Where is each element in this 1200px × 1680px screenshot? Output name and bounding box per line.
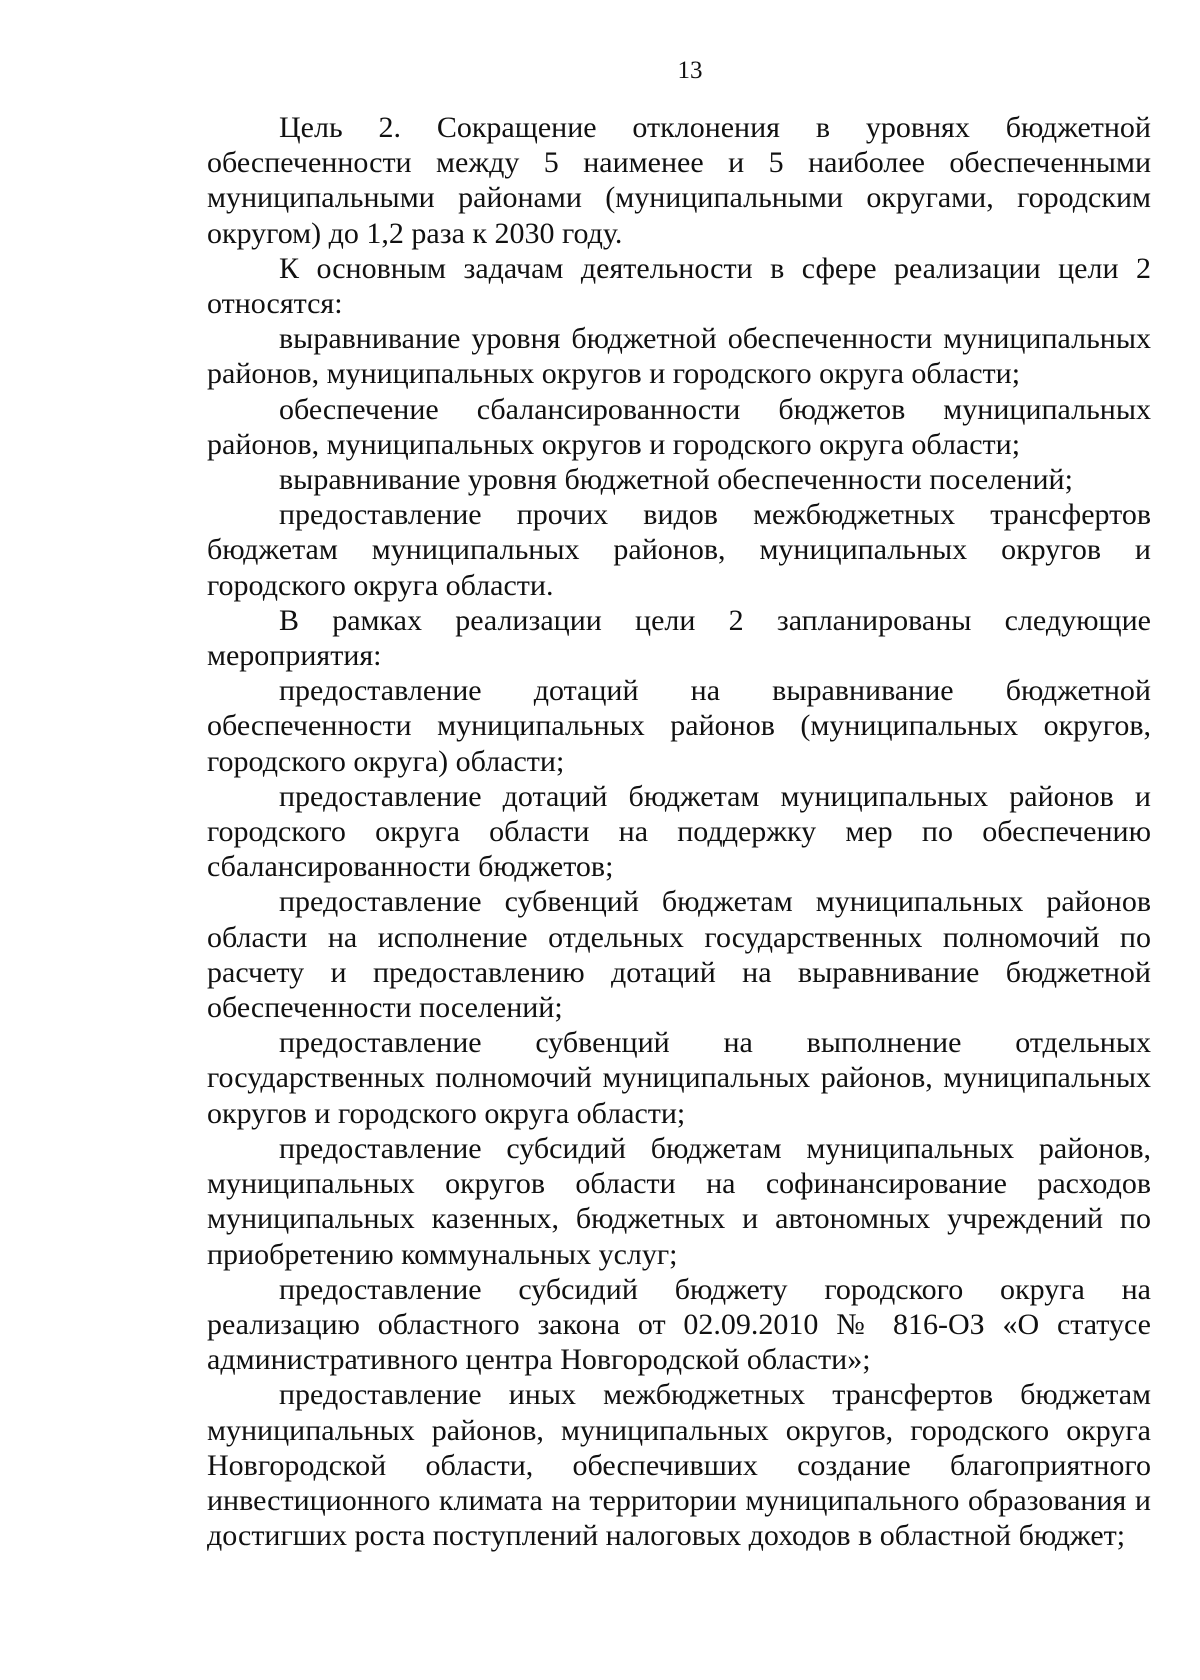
task-item-1: выравнивание уровня бюджетной обеспеченности муниципальных районов, муниципальных округов и городского округа области; xyxy=(207,322,1151,391)
task-item-3: выравнивание уровня бюджетной обеспеченности поселений; xyxy=(279,463,1073,497)
measure-item-2: предоставление дотаций бюджетам муниципальных районов и городского округа области на поддержку мер по обеспечению сбалансированности бюджетов; xyxy=(207,779,1151,884)
measure-item-1: предоставление дотаций на выравнивание бюджетной обеспеченности муниципальных районов (муниципальных округов, городского округа) области; xyxy=(207,674,1151,778)
measure-item-7: предоставление иных межбюджетных трансфертов бюджетам муниципальных районов, муниципальных округов, городского округа Новгородской области, обеспечивших создание благоприятного инвестиционного климата на территории муниципального образования и достигших роста поступлений налоговых доходов в областной бюджет; xyxy=(207,1378,1151,1553)
goal-2-paragraph: Цель 2. Сокращение отклонения в уровнях бюджетной обеспеченности между 5 наименее и 5 наиболее обеспеченными муниципальными районами (муниципальными округами, городским округом) до 1,2 раза к 2030 году. xyxy=(207,111,1151,250)
page-number: 13 xyxy=(677,57,703,84)
measure-item-3: предоставление субвенций бюджетам муниципальных районов области на исполнение отдельных государственных полномочий по расчету и предоставлению дотаций на выравнивание бюджетной обеспеченности поселений; xyxy=(207,885,1151,1025)
measures-intro-paragraph: В рамках реализации цели 2 запланированы следующие мероприятия: xyxy=(207,603,1151,673)
measure-item-5: предоставление субсидий бюджетам муниципальных районов, муниципальных округов области на софинансирование расходов муниципальных казенных, бюджетных и автономных учреждений по приобретению коммунальных услуг; xyxy=(207,1131,1151,1271)
tasks-intro-paragraph: К основным задачам деятельности в сфере реализации цели 2 относятся: xyxy=(207,251,1151,321)
document-body xyxy=(207,110,1151,1553)
measure-item-6: предоставление субсидий бюджету городского округа на реализацию областного закона от 02.09.2010 № 816-ОЗ «О статусе административного центра Новгородской области»; xyxy=(207,1272,1151,1377)
task-item-4: предоставление прочих видов межбюджетных трансфертов бюджетам муниципальных районов, муниципальных округов и городского округа области. xyxy=(207,498,1151,602)
task-item-2: обеспечение сбалансированности бюджетов муниципальных районов, муниципальных округов и городского округа области; xyxy=(207,392,1151,461)
measure-item-4: предоставление субвенций на выполнение отдельных государственных полномочий муниципальных районов, муниципальных округов и городского округа области; xyxy=(207,1026,1151,1130)
